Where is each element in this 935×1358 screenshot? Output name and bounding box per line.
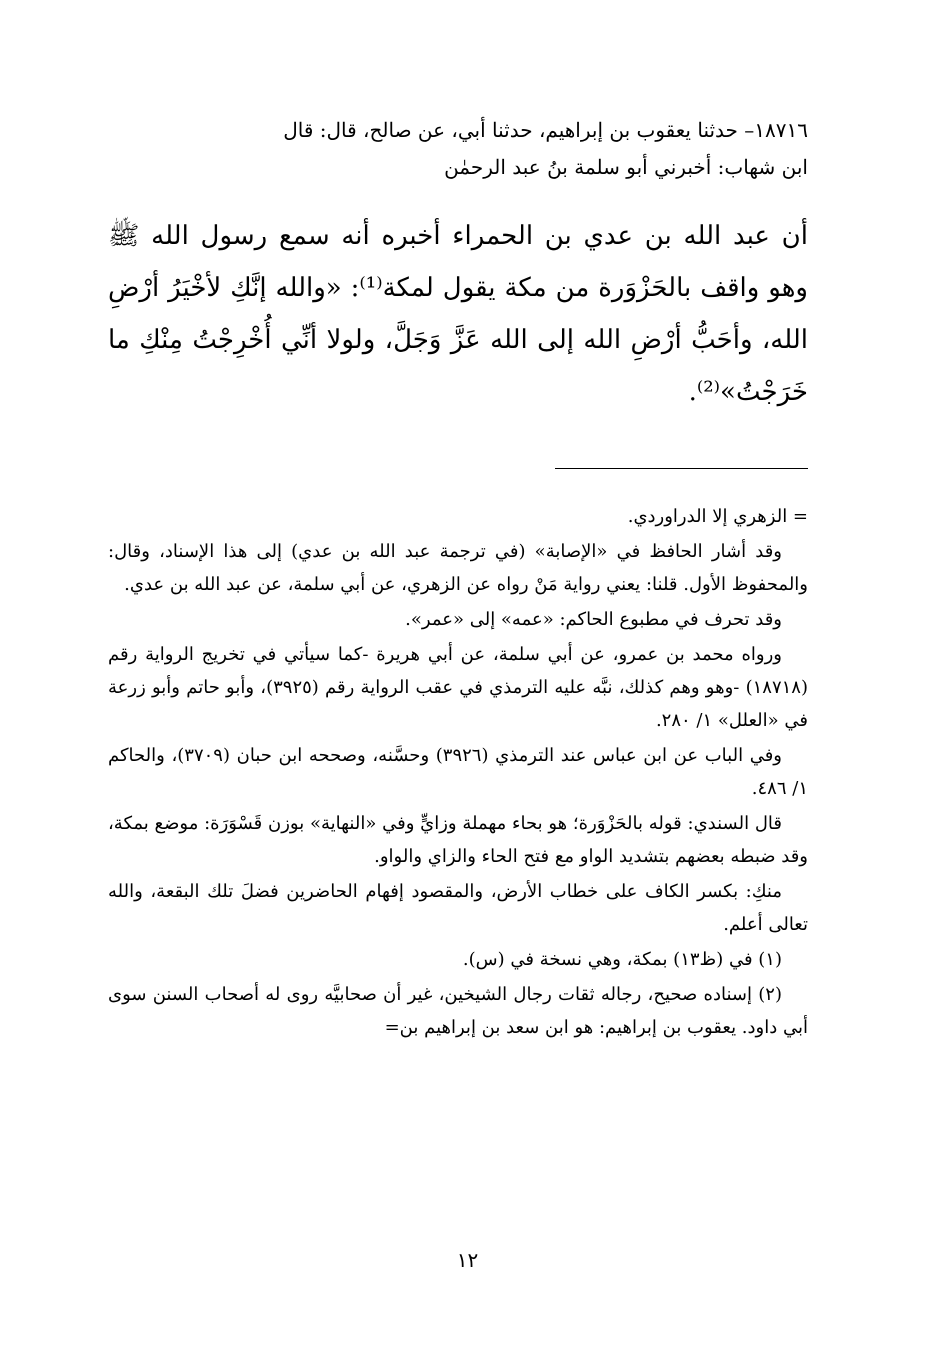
footnotes <box>108 500 808 1046</box>
footnote-paragraph: وقد أشار الحافظ في «الإصابة» (في ترجمة عبد الله بن عدي) إلى هذا الإسناد، وقال: والمحفوظ الأول. قلنا: يعني رواية مَنْ رواه عن الزهري، عن أبي سلمة، عن عبد الله بن عدي. <box>108 541 808 595</box>
footnote-paragraph: = الزهري إلا الدراوردي. <box>627 506 808 527</box>
hadith-matn <box>108 210 808 418</box>
footnote-paragraph: ورواه محمد بن عمرو، عن أبي سلمة، عن أبي هريرة -كما سيأتي في تخريج الرواية رقم (١٨٧١٨) -وهو وهم كذلك، نبَّه عليه الترمذي في عقب الرواية رقم (٣٩٢٥)، وأبو حاتم وأبو زرعة في «العلل» ١/ ٢٨٠. <box>108 644 808 731</box>
footnote-paragraph: وفي الباب عن ابن عباس عند الترمذي (٣٩٢٦) وحسَّنه، وصححه ابن حبان (٣٧٠٩)، والحاكم ١/ ٤٨٦. <box>108 745 808 799</box>
page-number: ١٢ <box>456 1248 479 1272</box>
footnote-paragraph: منكِ: بكسر الكاف على خطاب الأرض، والمقصود إفهام الحاضرين فضلَ تلك البقعة، والله تعالى أعلم. <box>108 881 808 935</box>
sanad-line-1: ١٨٧١٦– حدثنا يعقوب بن إبراهيم، حدثنا أبي، عن صالح، قال: قال <box>283 118 808 142</box>
footnote-paragraph: وقد تحرف في مطبوع الحاكم: «عمه» إلى «عمر». <box>405 609 782 630</box>
footnote-2: (٢) إسناده صحيح، رجاله ثقات رجال الشيخين، غير أن صحابيَّه روى له أصحاب السنن سوى أبي داود. يعقوب بن إبراهيم: هو ابن سعد بن إبراهيم بن= <box>108 984 808 1038</box>
footnote-divider <box>555 468 808 469</box>
footnote-1: (١) في (ظ١٣) بمكة، وهي نسخة في (س). <box>462 949 782 970</box>
footnote-paragraph: قال السندي: قوله بالحَزْوَرة؛ هو بحاء مهملة وزايٍّ وفي «النهاية» بوزن قَسْوَرَة: موضع بمكة، وقد ضبطه بعضهم بتشديد الواو مع فتح الحاء والزاي والواو. <box>108 813 808 867</box>
sanad-line-2: ابن شهاب: أخبرني أبو سلمة بنُ عبد الرحمٰن <box>444 155 808 179</box>
hadith-sanad <box>108 112 808 186</box>
matn-text: أن عبد الله بن عدي بن الحمراء أخبره أنه سمع رسول الله ﷺ وهو واقف بالحَزْوَرة من مكة يقول لمكة⁽¹⁾: «والله إنَّكِ لأخْيَرُ أرْضِ الله، وأحَبُّ أرْضِ الله إلى الله عَزَّ وَجَلَّ، ولولا أنِّي أُخْرِجْتُ مِنْكِ ما خَرَجْتُ»⁽²⁾. <box>108 221 808 407</box>
